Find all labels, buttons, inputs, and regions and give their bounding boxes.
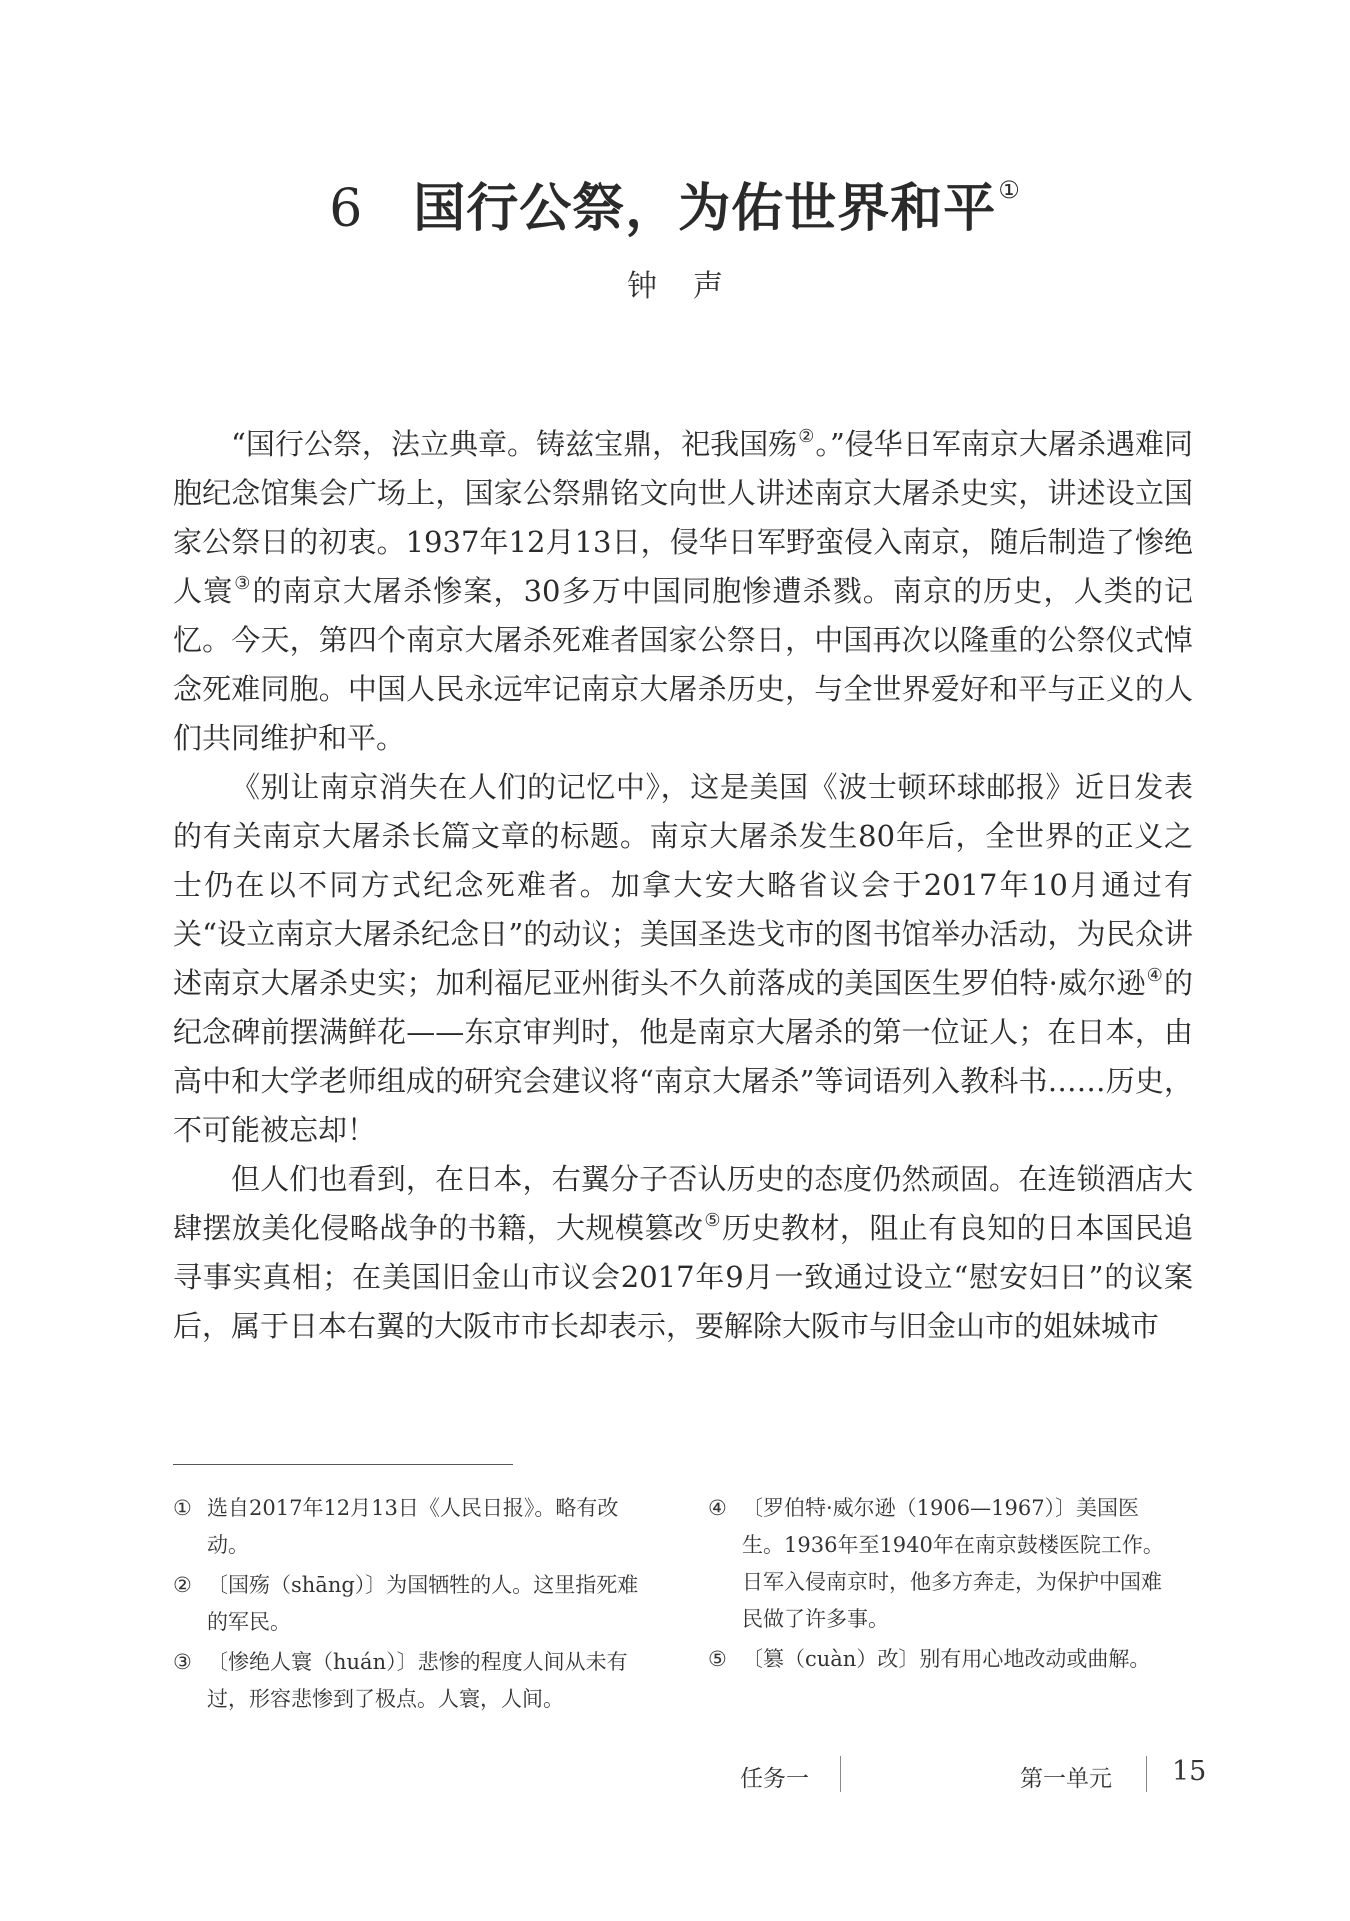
paragraph-text: 但人们也看到，在日本，右翼分子否认历史的态度仍然顽固。在连锁酒店大肆摆放美化侵略战争的书籍，大规模篡改	[173, 1162, 1193, 1245]
paragraph	[173, 763, 1193, 1155]
footer-task: 任务一	[740, 1766, 809, 1792]
footnote-ref-mark: ⑤	[704, 1210, 721, 1231]
author-char: 钟	[627, 269, 657, 304]
footnote-text: 〔惨绝人寰（huán）〕悲惨的程度人间从未有过，形容悲惨到了极点。人寰，人间。	[207, 1650, 628, 1711]
paragraph-text: 《别让南京消失在人们的记忆中》，这是美国《波士顿环球邮报》近日发表的有关南京大屠杀长篇文章的标题。南京大屠杀发生80年后，全世界的正义之士仍在以不同方式纪念死难者。加拿大安大略省议会于2017年10月通过有关“设立南京大屠杀纪念日”的动议；美国圣迭戈市的图书馆举办活动，为民众讲述南京大屠杀史实；加利福尼亚州街头不久前落成的美国医生罗伯特·威尔逊	[173, 770, 1193, 1000]
footnote-text: 选自2017年12月13日《人民日报》。略有改动。	[207, 1496, 619, 1557]
paragraph	[173, 1155, 1193, 1351]
lesson-title	[0, 150, 1350, 249]
paragraph-text: 。”侵华日军南京大屠杀遇难同胞纪念馆集会广场上，国家公祭鼎铭文向世人讲述南京大屠杀史实，讲述设立国家公祭日的初衷。1937年12月13日，侵华日军野蛮侵入南京，随后制造了惨绝人寰	[173, 427, 1194, 608]
footnotes-left-column	[173, 1490, 643, 1721]
footnote-text: 〔国殇（shāng）〕为国牺牲的人。这里指死难的军民。	[207, 1573, 639, 1634]
author-name	[0, 262, 1350, 312]
title-footnote-mark: ①	[998, 176, 1021, 204]
footnote-ref-mark: ③	[234, 573, 252, 594]
footnote-divider	[173, 1464, 513, 1465]
article-body	[173, 420, 1193, 1351]
footer-unit: 第一单元	[1020, 1766, 1112, 1792]
footnote-text: 〔篡（cuàn）改〕别有用心地改动或曲解。	[742, 1647, 1151, 1671]
page-number: 15	[1172, 1756, 1207, 1787]
footnote-mark: ③	[173, 1650, 192, 1674]
paragraph	[173, 420, 1193, 763]
lesson-title-text: 国行公祭，为佑世界和平	[413, 179, 997, 239]
footnote-mark: ①	[173, 1496, 192, 1520]
footnote	[173, 1567, 643, 1641]
paragraph-text: 的纪念碑前摆满鲜花——东京审判时，他是南京大屠杀的第一位证人；在日本，由高中和大学老师组成的研究会建议将“南京大屠杀”等词语列入教科书……历史，不可能被忘却！	[173, 966, 1193, 1147]
footnote-ref-mark: ④	[1146, 965, 1163, 986]
footnote	[708, 1490, 1178, 1638]
footer-divider	[840, 1756, 841, 1792]
author-char: 声	[693, 269, 723, 304]
footnote-mark: ④	[708, 1496, 727, 1520]
footnotes-right-column	[708, 1490, 1178, 1681]
footnote-mark: ②	[173, 1573, 192, 1597]
footnote-text: 〔罗伯特·威尔逊（1906—1967）〕美国医生。1936年至1940年在南京鼓楼医院工作。日军入侵南京时，他多方奔走，为保护中国难民做了许多事。	[742, 1496, 1164, 1631]
lesson-number: 6	[329, 179, 364, 239]
footnote	[173, 1644, 643, 1718]
footnote	[173, 1490, 643, 1564]
footnote-ref-mark: ②	[798, 426, 815, 447]
footnote	[708, 1641, 1178, 1678]
paragraph-text: 历史教材，阻止有良知的日本国民追寻事实真相；在美国旧金山市议会2017年9月一致通过设立“慰安妇日”的议案后，属于日本右翼的大阪市市长却表示，要解除大阪市与旧金山市的姐妹城市	[173, 1211, 1193, 1343]
paragraph-text: 的南京大屠杀惨案，30多万中国同胞惨遭杀戮。南京的历史，人类的记忆。今天，第四个南京大屠杀死难者国家公祭日，中国再次以隆重的公祭仪式悼念死难同胞。中国人民永远牢记南京大屠杀历史，与全世界爱好和平与正义的人们共同维护和平。	[173, 574, 1193, 755]
footnote-mark: ⑤	[708, 1647, 727, 1671]
paragraph-text: “国行公祭，法立典章。铸兹宝鼎，祀我国殇	[231, 427, 798, 461]
footer-divider	[1146, 1756, 1147, 1792]
page-footer	[0, 1752, 1350, 1796]
